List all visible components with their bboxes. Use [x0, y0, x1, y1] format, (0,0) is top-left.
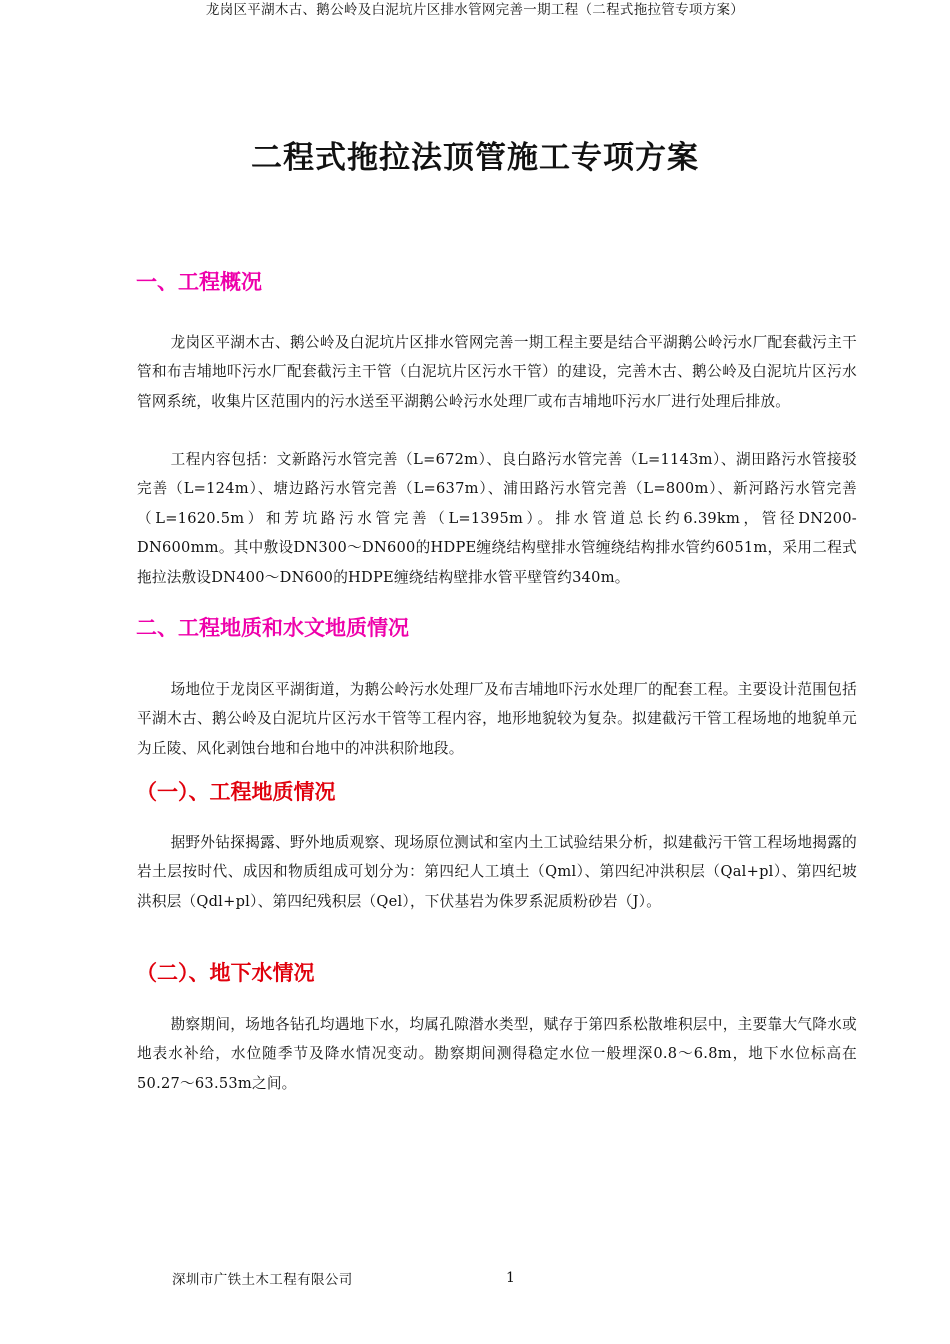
geology-paragraph: 场地位于龙岗区平湖街道，为鹅公岭污水处理厂及布吉埔地吓污水处理厂的配套工程。主要设计范围包括平湖木古、鹅公岭及白泥坑片区污水干管等工程内容，地形地貌较为复杂。拟建截污干管工程场地的地貌单元为丘陵、风化剥蚀台地和台地中的冲洪积阶地段。 — [137, 681, 857, 757]
document-title: 二程式拖拉法顶管施工专项方案 — [251, 140, 699, 176]
groundwater-paragraph: 勘察期间，场地各钻孔均遇地下水，均属孔隙潜水类型，赋存于第四系松散堆积层中，主要靠大气降水或地表水补给，水位随季节及降水情况变动。勘察期间测得稳定水位一般埋深0.8～6.8m，地下水位标高在50.27～63.53m之间。 — [137, 1016, 857, 1092]
footer-company-name: 深圳市广铁土木工程有限公司 — [172, 1272, 353, 1288]
engineering-geology-paragraph: 据野外钻探揭露、野外地质观察、现场原位测试和室内土工试验结果分析，拟建截污干管工程场地揭露的岩土层按时代、成因和物质组成可划分为：第四纪人工填土（Qml）、第四纪冲洪积层（Qal+pl）、第四纪坡洪积层（Qdl+pl）、第四纪残积层（Qel），下伏基岩为侏罗系泥质粉砂岩（J）。 — [137, 834, 857, 910]
footer-page-number: 1 — [506, 1270, 515, 1286]
section-heading-geology-hydrology: 二、工程地质和水文地质情况 — [136, 616, 409, 640]
section-heading-overview: 一、工程概况 — [136, 270, 262, 294]
subsection-heading-engineering-geology: （一）、工程地质情况 — [136, 780, 336, 804]
running-header: 龙岗区平湖木古、鹅公岭及白泥坑片区排水管网完善一期工程（二程式拖拉管专项方案） — [205, 2, 745, 18]
overview-paragraph-2: 工程内容包括：文新路污水管完善（L=672m）、良白路污水管完善（L=1143m）、湖田路污水管接驳完善（L=124m）、塘边路污水管完善（L=637m）、浦田路污水管完善（L=800m）、新河路污水管完善（L=1620.5m）和芳坑路污水管完善（L=1395m）。排水管道总长约6.39km，管径DN200-DN600mm。其中敷设DN300～DN600的HDPE缠绕结构壁排水管缠绕结构排水管约6051m，采用二程式拖拉法敷设DN400～DN600的HDPE缠绕结构壁排水管平壁管约340m。 — [137, 451, 857, 586]
subsection-heading-groundwater: （二）、地下水情况 — [136, 961, 315, 985]
overview-paragraph-1: 龙岗区平湖木古、鹅公岭及白泥坑片区排水管网完善一期工程主要是结合平湖鹅公岭污水厂配套截污主干管和布吉埔地吓污水厂配套截污主干管（白泥坑片区污水干管）的建设，完善木古、鹅公岭及白泥坑片区污水管网系统，收集片区范围内的污水送至平湖鹅公岭污水处理厂或布吉埔地吓污水厂进行处理后排放。 — [137, 334, 857, 410]
